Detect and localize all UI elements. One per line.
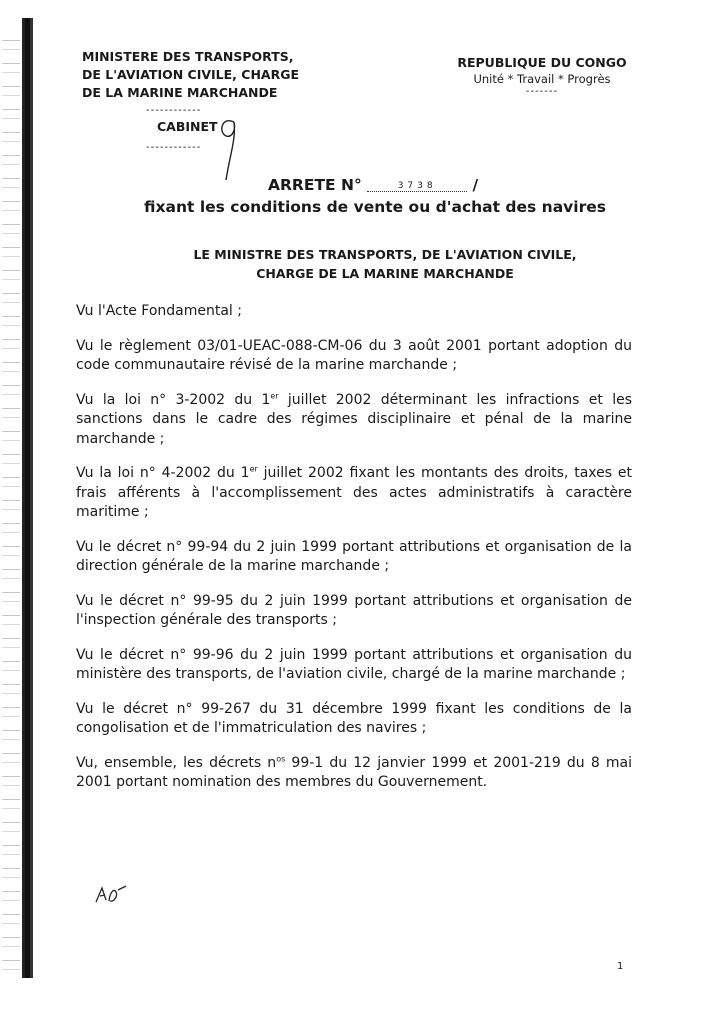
visa-paragraph [76,337,632,376]
arrete-subject: fixant les conditions de vente ou d'achat des navires [144,198,606,216]
visa-text: Vu l'Acte Fondamental ; [76,303,242,319]
visa-paragraph [76,646,632,685]
visa-paragraph [76,592,632,631]
visa-list [76,302,632,808]
arrete-number: 3738 [367,181,467,192]
plural-suffix: os [276,753,286,763]
visa-text: 99-1 du 12 janvier 1999 et 2001-219 du 8 mai 2001 portant nomination des membres du Gouvernement. [76,754,632,790]
motto-separator: ------- [525,86,559,97]
visa-paragraph [76,700,632,739]
handwritten-initials [92,882,132,908]
scan-binding-bar [22,18,33,978]
arrete-heading [268,176,478,194]
visa-paragraph [76,538,632,577]
visa-text: Vu la loi n° 3-2002 du 1 [76,391,271,408]
cabinet-separator-top: ------------ [146,105,202,116]
visa-paragraph [76,302,632,322]
visa-text: Vu le décret n° 99-95 du 2 juin 1999 portant attributions et organisation de l'inspection générale des transports ; [76,592,632,628]
national-motto: Unité * Travail * Progrès [473,72,611,86]
country-name: REPUBLIQUE DU CONGO [457,55,627,70]
arrete-label: ARRETE N° [268,176,362,194]
ministry-line: DE L'AVIATION CIVILE, CHARGE [82,67,300,82]
minister-line: CHARGE DE LA MARINE MARCHANDE [256,266,514,281]
cabinet-separator-bottom: ------------ [146,142,202,153]
ordinal-suffix: er [270,390,279,400]
visa-text: juillet 2002 fixant les montants des droits, taxes et frais afférents à l'accomplissement des actes administratifs à caractère maritime ; [76,465,632,520]
ministry-line: DE LA MARINE MARCHANDE [82,85,278,100]
ordinal-suffix: er [249,464,258,474]
minister-title [150,245,620,283]
visa-paragraph [76,754,632,793]
scan-edge-noise [2,40,20,980]
ministry-line: MINISTERE DES TRANSPORTS, [82,49,294,64]
visa-paragraph [76,464,632,523]
visa-text: Vu la loi n° 4-2002 du 1 [76,465,250,481]
visa-text: Vu le décret n° 99-96 du 2 juin 1999 portant attributions et organisation du ministère des transports, de l'aviation civile, chargé de la marine marchande ; [76,646,632,682]
visa-text: Vu, ensemble, les décrets n [76,754,277,771]
visa-text: Vu le décret n° 99-94 du 2 juin 1999 portant attributions et organisation de la direction générale de la marine marchande ; [76,538,632,574]
visa-paragraph [76,391,632,450]
minister-line: LE MINISTRE DES TRANSPORTS, DE L'AVIATION CIVILE, [193,247,577,262]
visa-text: Vu le règlement 03/01-UEAC-088-CM-06 du 3 août 2001 portant adoption du code communautaire révisé de la marine marchande ; [76,337,632,373]
visa-text: juillet 2002 déterminant les infractions et les sanctions dans le cadre des régimes disciplinaire et pénal de la marine marchande ; [76,391,632,447]
handwritten-mark [212,110,242,200]
cabinet-label: CABINET [157,119,218,134]
visa-text: Vu le décret n° 99-267 du 31 décembre 1999 fixant les conditions de la congolisation et de l'immatriculation des navires ; [76,700,632,736]
page-number: 1 [617,961,624,972]
ministry-header [82,48,299,102]
republic-header [452,54,632,97]
arrete-slash: / [472,176,479,194]
